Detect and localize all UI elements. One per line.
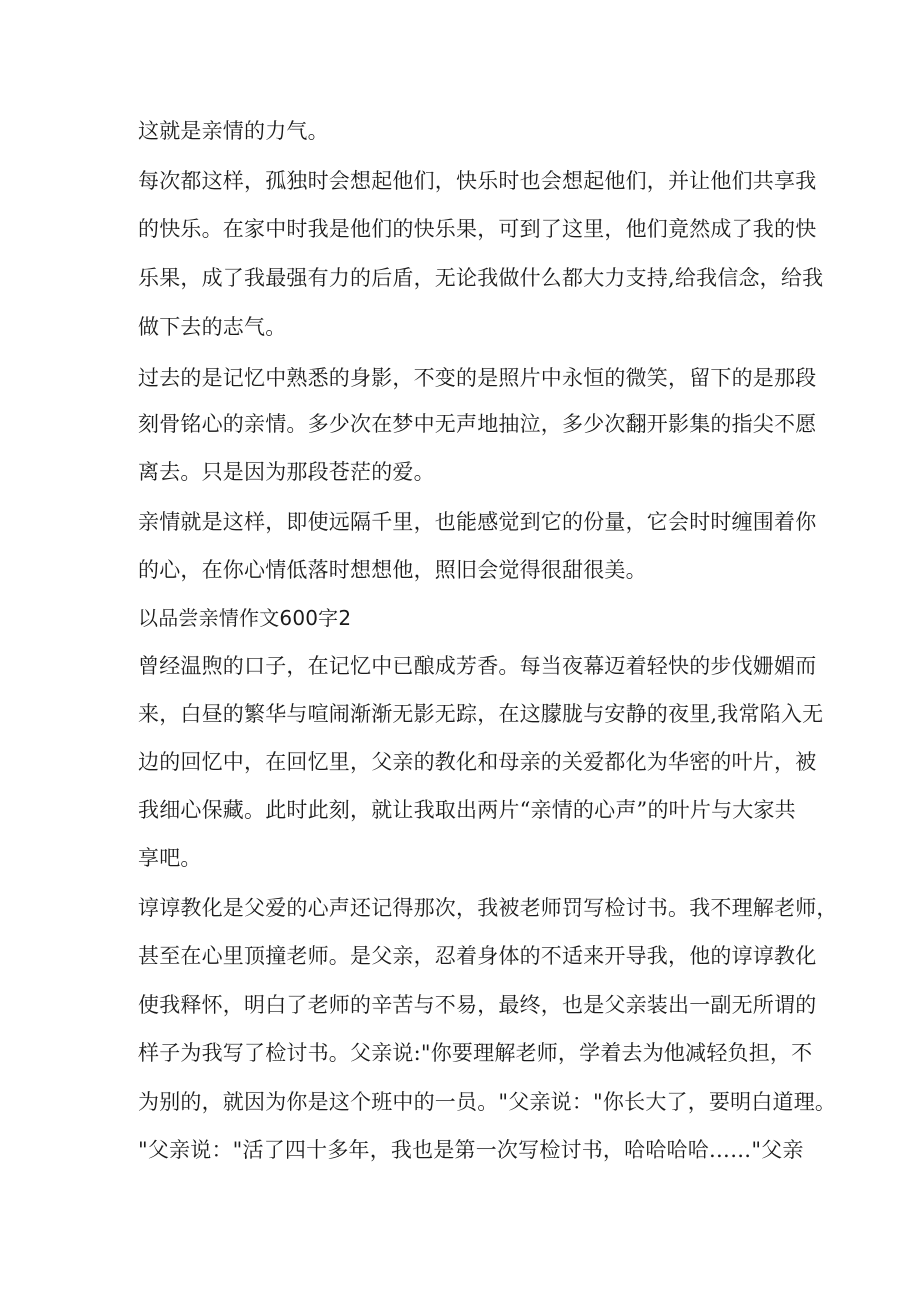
text-line: 曾经温煦的口子，在记忆中已酿成芳香。每当夜幕迈着轻快的步伐姗媚而 (138, 654, 817, 678)
section-heading: 以品尝亲情作文600字2 (138, 606, 352, 630)
text-line: 的快乐。在家中时我是他们的快乐果，可到了这里，他们竟然成了我的快 (138, 217, 817, 241)
text-line: "父亲说："活了四十多年，我也是第一次写检讨书，哈哈哈哈……"父亲 (138, 1138, 804, 1162)
text-line: 谆谆教化是父爱的心声还记得那次，我被老师罚写检讨书。我不理解老师， (138, 896, 838, 920)
text-line: 刻骨铭心的亲情。多少次在梦中无声地抽泣，多少次翻开影集的指尖不愿 (138, 412, 817, 436)
text-line: 甚至在心里顶撞老师。是父亲，忍着身体的不适来开导我，他的谆谆教化 (138, 944, 817, 968)
text-line: 的心，在你心情低落时想想他，照旧会觉得很甜很美。 (138, 558, 647, 582)
text-line: 为别的，就因为你是这个班中的一员。"父亲说："你长大了，要明白道理。 (138, 1090, 837, 1114)
text-line: 过去的是记忆中熟悉的身影，不变的是照片中永恒的微笑，留下的是那段 (138, 366, 817, 390)
text-line: 亲情就是这样，即使远隔千里，也能感觉到它的份量，它会时时缠围着你 (138, 510, 817, 534)
text-line: 做下去的志气。 (138, 315, 287, 339)
text-line: 享吧。 (138, 846, 202, 870)
text-line: 使我释怀，明白了老师的辛苦与不易，最终，也是父亲装出一副无所谓的 (138, 993, 817, 1017)
text-line: 离去。只是因为那段苍茫的爱。 (138, 460, 435, 484)
text-line: 边的回忆中，在回忆里，父亲的教化和母亲的关爱都化为华密的叶片，被 (138, 750, 817, 774)
text-line: 这就是亲情的力气。 (138, 119, 329, 143)
text-line: 乐果，成了我最强有力的后盾，无论我做什么都大力支持,给我信念，给我 (138, 266, 824, 290)
text-line: 来，白昼的繁华与喧闹渐渐无影无踪，在这朦胧与安静的夜里,我常陷入无 (138, 702, 824, 726)
text-line: 每次都这样，孤独时会想起他们，快乐时也会想起他们，并让他们共享我 (138, 169, 817, 193)
text-line: 我细心保藏。此时此刻，就让我取出两片“亲情的心声”的叶片与大家共 (138, 798, 796, 822)
text-line: 样子为我写了检讨书。父亲说:"你要理解老师，学着去为他减轻负担，不 (138, 1041, 813, 1065)
